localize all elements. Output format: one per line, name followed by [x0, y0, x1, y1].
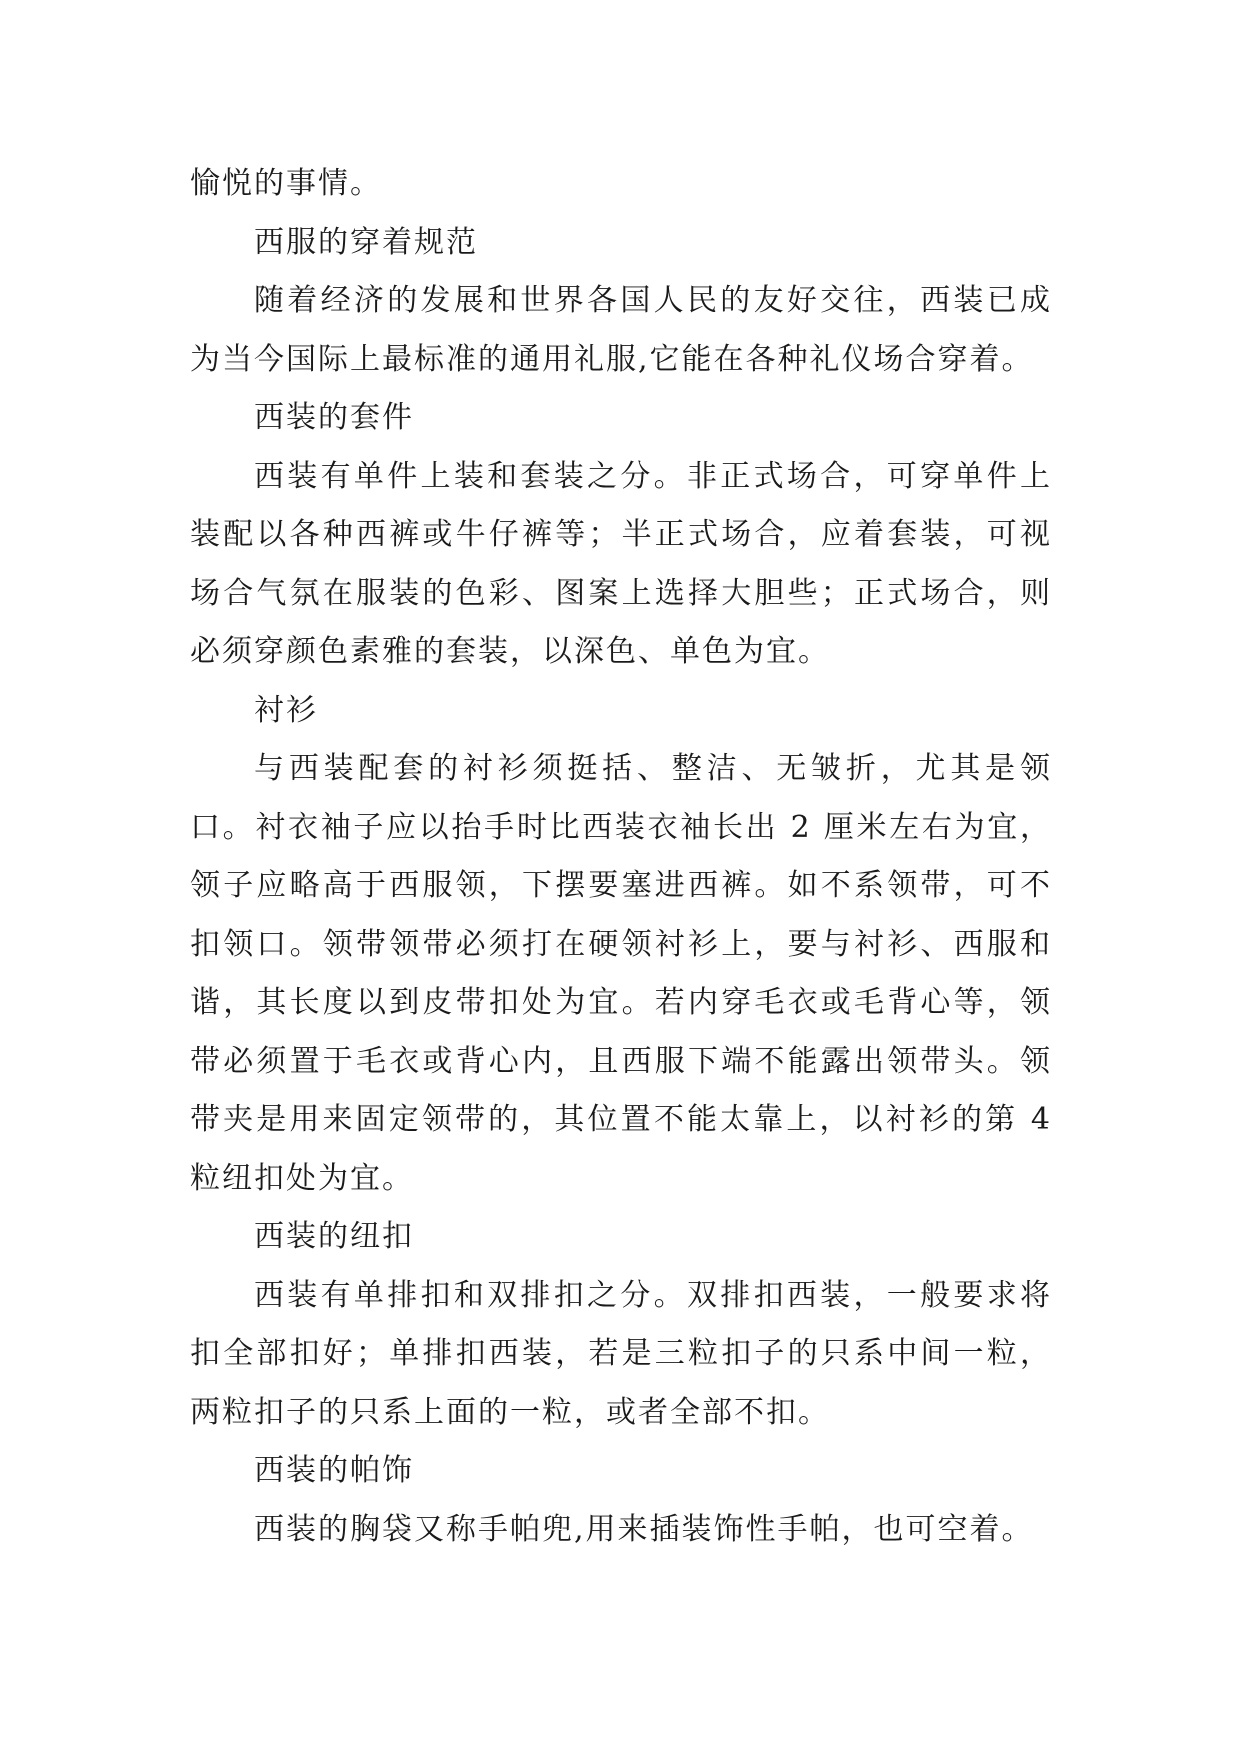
- paragraph-pocket-square: 西装的胸袋又称手帕兜,用来插装饰性手帕，也可空着。: [254, 1511, 1034, 1547]
- paragraph-suit-sets: 西装有单件上装和套装之分。非正式场合，可穿单件上装配以各种西裤或牛仔裤等；半正式场合，应着套装，可视场合气氛在服装的色彩、图案上选择大胆些；正式场合，则必须穿颜色素雅的套装，以深色、单色为宜。: [190, 458, 1052, 669]
- section-heading-suit-wearing-norms: 西服的穿着规范: [254, 224, 478, 260]
- paragraph-continued: 愉悦的事情。: [190, 166, 382, 201]
- document-body: [190, 155, 1052, 1559]
- paragraph-shirt: 与西装配套的衬衫须挺括、整洁、无皱折，尤其是领口。衬衣袖子应以抬手时比西装衣袖长出 2 厘米左右为宜，领子应略高于西服领，下摆要塞进西裤。如不系领带，可不扣领口。领带领带必须打在硬领衬衫上，要与衬衫、西服和谐，其长度以到皮带扣处为宜。若内穿毛衣或毛背心等，领带必须置于毛衣或背心内，且西服下端不能露出领带头。领带夹是用来固定领带的，其位置不能太靠上，以衬衫的第 4 粒纽扣处为宜。: [190, 751, 1052, 1196]
- paragraph-suit-intro: 随着经济的发展和世界各国人民的友好交往，西装已成为当今国际上最标准的通用礼服,它能在各种礼仪场合穿着。: [190, 283, 1052, 377]
- section-heading-suit-sets: 西装的套件: [254, 400, 414, 435]
- section-heading-pocket-square: 西装的帕饰: [254, 1453, 414, 1488]
- section-heading-buttons: 西装的纽扣: [254, 1219, 414, 1254]
- paragraph-buttons: 西装有单排扣和双排扣之分。双排扣西装，一般要求将扣全部扣好；单排扣西装，若是三粒扣子的只系中间一粒，两粒扣子的只系上面的一粒，或者全部不扣。: [190, 1277, 1052, 1430]
- section-heading-shirt: 衬衫: [254, 692, 318, 728]
